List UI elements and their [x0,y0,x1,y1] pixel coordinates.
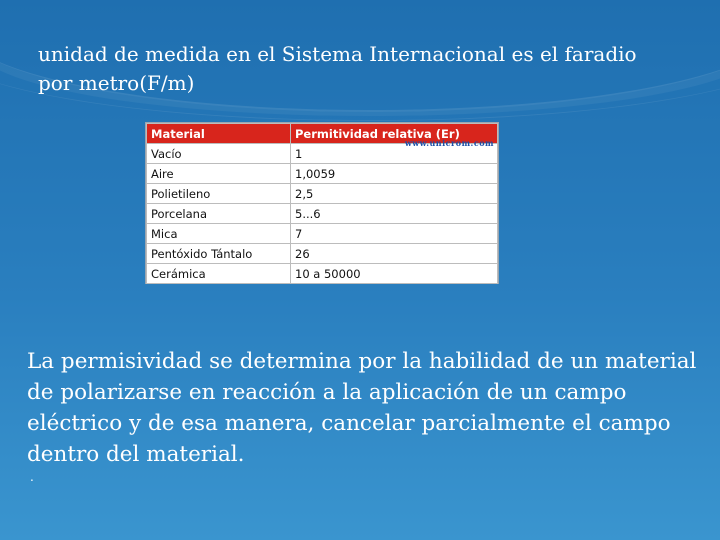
header-permittivity: Permitividad relativa (Er) [291,124,498,144]
table-cell-material: Pentóxido Tántalo [147,244,291,264]
table-cell-value: 26 [291,244,498,264]
table-row [147,184,498,204]
table-cell-value [291,138,498,164]
table-row [147,244,498,264]
permittivity-table [146,123,498,284]
table-cell-material: Mica [147,224,291,244]
watermark: www.unicrom.com [404,138,494,148]
table-row [147,204,498,224]
table-cell-value: 10 a 50000 [291,264,498,284]
permittivity-table-image [145,122,499,284]
table-cell-material: Aire [147,164,291,184]
slide-bottom-text: La permisividad se determina por la habilidad de un material de polarizarse en reacción a la aplicación de un campo eléctrico y de esa manera, cancelar parcialmente el campo dentro del material. [27,349,697,467]
table-cell-value-text: 1 [295,146,303,161]
table-row [147,264,498,284]
table-cell-material: Polietileno [147,184,291,204]
table-cell-value: 7 [291,224,498,244]
table-cell-material: Porcelana [147,204,291,224]
slide-top-text: unidad de medida en el Sistema Internacional es el faradio por metro(F/m) [38,42,637,95]
header-material: Material [147,124,291,144]
table-row [147,144,498,164]
table-row [147,164,498,184]
table-cell-material: Vacío [147,144,291,164]
table-cell-value: 2,5 [291,184,498,204]
table-row [147,224,498,244]
table-cell-value: 5...6 [291,204,498,224]
table-cell-value: 1,0059 [291,164,498,184]
slide-bottom-mark: . [30,470,34,484]
table-cell-material: Cerámica [147,264,291,284]
